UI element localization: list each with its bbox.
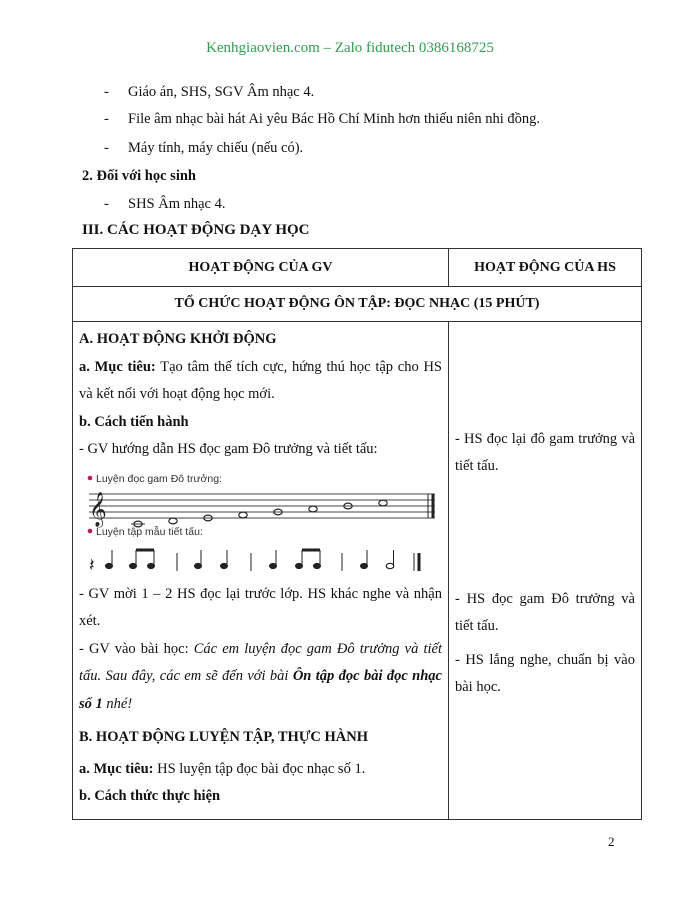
activity-b-goal: a. Mục tiêu: HS luyện tập đọc bài đọc nhạc số 1. <box>79 760 366 777</box>
page-number: 2 <box>608 834 615 849</box>
bullet-dot <box>88 475 93 480</box>
activity-table <box>72 248 642 820</box>
music-notation-svg <box>79 467 439 577</box>
col-header-hs: HOẠT ĐỘNG CỦA HS <box>449 249 642 287</box>
activity-a-method: b. Cách tiến hành <box>79 413 189 430</box>
students-heading: 2. Đối với học sinh <box>82 168 196 184</box>
activity-a-step2: - GV mời 1 – 2 HS đọc lại trước lớp. HS khác nghe và nhận xét. <box>79 585 442 629</box>
gv-cell <box>73 322 449 820</box>
rhythm-notes <box>89 550 419 575</box>
music-notation-image <box>79 467 439 577</box>
hs-response-3: - HS lắng nghe, chuẩn bị vào bài học. <box>455 652 635 695</box>
activity-a-step1: - GV hướng dẫn HS đọc gam Đô trưởng và tiết tấu: <box>79 441 378 457</box>
music-label-scale: Luyện đọc gam Đô trưởng: <box>96 472 222 485</box>
teacher-material-item: - Giáo án, SHS, SGV Âm nhạc 4. <box>104 84 315 100</box>
bullet-dot <box>88 528 93 533</box>
hs-response-2: - HS đọc gam Đô trưởng và tiết tấu. <box>455 591 635 634</box>
hs-cell <box>449 322 642 820</box>
music-label-rhythm: Luyện tập mẫu tiết tấu: <box>96 525 203 538</box>
scale-notes <box>131 500 387 527</box>
hs-response-1: - HS đọc lại đô gam trưởng và tiết tấu. <box>455 431 635 474</box>
student-material-item: - SHS Âm nhạc 4. <box>104 196 226 212</box>
page-header: Kenhgiaovien.com – Zalo fidutech 0386168725 <box>206 40 494 56</box>
activity-a-goal: a. Mục tiêu: Tạo tâm thế tích cực, hứng thú học tập cho HS và kết nối với hoạt động học mới. <box>79 358 442 402</box>
activity-a-step3: - GV vào bài học: Các em luyện đọc gam Đô trưởng và tiết tấu. Sau đây, các em sẽ đến với bài Ôn tập đọc bài đọc nhạc số 1 nhé! <box>79 640 443 712</box>
section-heading: III. CÁC HOẠT ĐỘNG DẠY HỌC <box>82 222 310 238</box>
teacher-material-item: - Máy tính, máy chiếu (nếu có). <box>104 140 304 156</box>
activity-b-title: B. HOẠT ĐỘNG LUYỆN TẬP, THỰC HÀNH <box>79 729 368 745</box>
activity-a-title: A. HOẠT ĐỘNG KHỞI ĐỘNG <box>79 331 277 347</box>
time-signature: 𝄽 <box>89 554 95 575</box>
treble-clef: 𝄞 <box>89 492 107 526</box>
teacher-material-item: - File âm nhạc bài hát Ai yêu Bác Hồ Chí Minh hơn thiếu niên nhi đồng. <box>104 111 540 127</box>
activity-b-method: b. Cách thức thực hiện <box>79 788 221 804</box>
section-title: TỔ CHỨC HOẠT ĐỘNG ÔN TẬP: ĐỌC NHẠC (15 PHÚT) <box>73 287 642 322</box>
col-header-gv: HOẠT ĐỘNG CỦA GV <box>73 249 449 287</box>
